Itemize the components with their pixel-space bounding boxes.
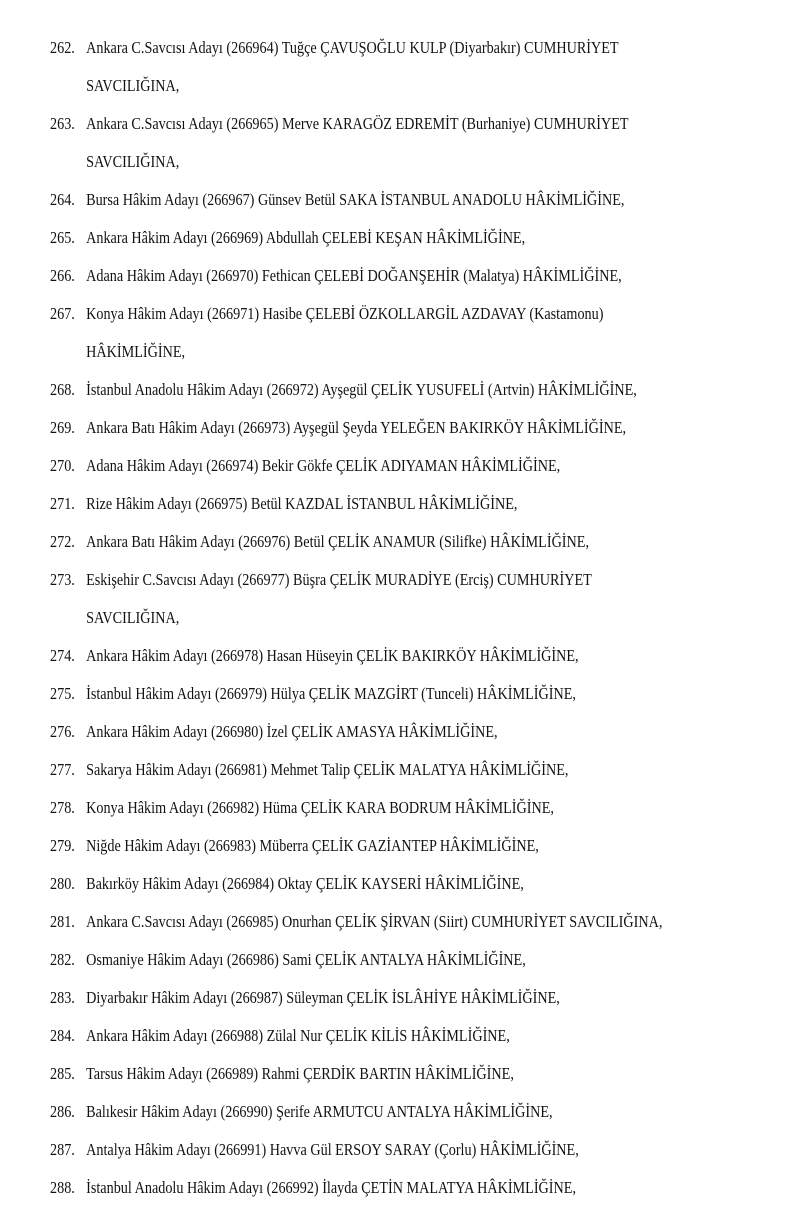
item-number: 263.: [50, 114, 75, 133]
item-text: Diyarbakır Hâkim Adayı (266987) Süleyman ÇELİK İSLÂHİYE HÂKİMLİĞİNE,: [86, 988, 560, 1007]
list-item: [50, 228, 795, 248]
item-number: 281.: [50, 912, 75, 931]
list-item: [50, 304, 795, 362]
item-text: Sakarya Hâkim Adayı (266981) Mehmet Talip ÇELİK MALATYA HÂKİMLİĞİNE,: [86, 760, 569, 779]
item-text: Osmaniye Hâkim Adayı (266986) Sami ÇELİK ANTALYA HÂKİMLİĞİNE,: [86, 950, 526, 969]
item-text: Balıkesir Hâkim Adayı (266990) Şerife ARMUTCU ANTALYA HÂKİMLİĞİNE,: [86, 1102, 553, 1121]
item-number: 265.: [50, 228, 75, 247]
item-text-line2: SAVCILIĞINA,: [86, 152, 180, 171]
item-text-line1: Eskişehir C.Savcısı Adayı (266977) Büşra ÇELİK MURADİYE (Erciş) CUMHURİYET: [86, 570, 592, 589]
item-text: Ankara Hâkim Adayı (266988) Zülal Nur ÇELİK KİLİS HÂKİMLİĞİNE,: [86, 1026, 510, 1045]
item-number: 269.: [50, 418, 75, 437]
list-item: [50, 114, 795, 172]
item-text: Bakırköy Hâkim Adayı (266984) Oktay ÇELİK KAYSERİ HÂKİMLİĞİNE,: [86, 874, 524, 893]
appointment-list: [50, 38, 795, 1216]
item-text: Rize Hâkim Adayı (266975) Betül KAZDAL İSTANBUL HÂKİMLİĞİNE,: [86, 494, 518, 513]
list-item: [50, 722, 795, 742]
list-item: [50, 1102, 795, 1122]
list-item: [50, 684, 795, 704]
item-text: Ankara C.Savcısı Adayı (266985) Onurhan ÇELİK ŞİRVAN (Siirt) CUMHURİYET SAVCILIĞINA,: [86, 912, 663, 931]
item-text: [86, 114, 795, 172]
list-item: [50, 646, 795, 666]
item-text-line2: SAVCILIĞINA,: [86, 76, 180, 95]
item-text: İstanbul Anadolu Hâkim Adayı (266972) Ayşegül ÇELİK YUSUFELİ (Artvin) HÂKİMLİĞİNE,: [86, 380, 637, 399]
list-item: [50, 418, 795, 438]
list-item: [50, 912, 795, 932]
list-item: [50, 380, 795, 400]
list-item: [50, 988, 795, 1008]
item-number: 273.: [50, 570, 75, 589]
list-item: [50, 456, 795, 476]
list-item: [50, 1178, 795, 1198]
list-item: [50, 266, 795, 286]
item-text: Ankara Hâkim Adayı (266978) Hasan Hüseyin ÇELİK BAKIRKÖY HÂKİMLİĞİNE,: [86, 646, 579, 665]
item-number: 264.: [50, 190, 75, 209]
list-item: [50, 570, 795, 628]
list-item: [50, 1064, 795, 1084]
item-text: Bursa Hâkim Adayı (266967) Günsev Betül SAKA İSTANBUL ANADOLU HÂKİMLİĞİNE,: [86, 190, 625, 209]
item-number: 262.: [50, 38, 75, 57]
item-number: 266.: [50, 266, 75, 285]
item-number: 277.: [50, 760, 75, 779]
item-text: Ankara Hâkim Adayı (266980) İzel ÇELİK AMASYA HÂKİMLİĞİNE,: [86, 722, 498, 741]
item-number: 283.: [50, 988, 75, 1007]
list-item: [50, 760, 795, 780]
item-text-line1: Ankara C.Savcısı Adayı (266964) Tuğçe ÇAVUŞOĞLU KULP (Diyarbakır) CUMHURİYET: [86, 38, 619, 57]
item-number: 276.: [50, 722, 75, 741]
item-text: Konya Hâkim Adayı (266982) Hüma ÇELİK KARA BODRUM HÂKİMLİĞİNE,: [86, 798, 554, 817]
item-text-line2: HÂKİMLİĞİNE,: [86, 342, 186, 361]
item-text: İstanbul Hâkim Adayı (266979) Hülya ÇELİK MAZGİRT (Tunceli) HÂKİMLİĞİNE,: [86, 684, 576, 703]
item-number: 275.: [50, 684, 75, 703]
item-text: [86, 304, 795, 362]
item-number: 284.: [50, 1026, 75, 1045]
item-number: 271.: [50, 494, 75, 513]
item-number: 279.: [50, 836, 75, 855]
item-text: Adana Hâkim Adayı (266970) Fethican ÇELEBİ DOĞANŞEHİR (Malatya) HÂKİMLİĞİNE,: [86, 266, 622, 285]
item-text: Ankara Hâkim Adayı (266969) Abdullah ÇELEBİ KEŞAN HÂKİMLİĞİNE,: [86, 228, 526, 247]
item-text: Adana Hâkim Adayı (266974) Bekir Gökfe ÇELİK ADIYAMAN HÂKİMLİĞİNE,: [86, 456, 561, 475]
item-number: 270.: [50, 456, 75, 475]
list-item: [50, 1026, 795, 1046]
list-item: [50, 494, 795, 514]
list-item: [50, 950, 795, 970]
item-text: Tarsus Hâkim Adayı (266989) Rahmi ÇERDİK BARTIN HÂKİMLİĞİNE,: [86, 1064, 514, 1083]
item-text-line2: SAVCILIĞINA,: [86, 608, 180, 627]
item-number: 282.: [50, 950, 75, 969]
item-text: İstanbul Anadolu Hâkim Adayı (266992) İlayda ÇETİN MALATYA HÂKİMLİĞİNE,: [86, 1178, 576, 1197]
list-item: [50, 532, 795, 552]
item-text: Antalya Hâkim Adayı (266991) Havva Gül ERSOY SARAY (Çorlu) HÂKİMLİĞİNE,: [86, 1140, 579, 1159]
list-item: [50, 836, 795, 856]
list-item: [50, 190, 795, 210]
item-text-line1: Konya Hâkim Adayı (266971) Hasibe ÇELEBİ ÖZKOLLARGİL AZDAVAY (Kastamonu): [86, 304, 604, 323]
item-text: [86, 38, 795, 96]
item-text-line1: Ankara C.Savcısı Adayı (266965) Merve KARAGÖZ EDREMİT (Burhaniye) CUMHURİYET: [86, 114, 629, 133]
list-item: [50, 874, 795, 894]
item-number: 272.: [50, 532, 75, 551]
list-item: [50, 798, 795, 818]
item-text: [86, 570, 795, 628]
item-number: 268.: [50, 380, 75, 399]
item-number: 285.: [50, 1064, 75, 1083]
item-text: Niğde Hâkim Adayı (266983) Müberra ÇELİK GAZİANTEP HÂKİMLİĞİNE,: [86, 836, 539, 855]
item-number: 288.: [50, 1178, 75, 1197]
item-text: Ankara Batı Hâkim Adayı (266976) Betül ÇELİK ANAMUR (Silifke) HÂKİMLİĞİNE,: [86, 532, 590, 551]
item-number: 287.: [50, 1140, 75, 1159]
list-item: [50, 1140, 795, 1160]
item-text: Ankara Batı Hâkim Adayı (266973) Ayşegül Şeyda YELEĞEN BAKIRKÖY HÂKİMLİĞİNE,: [86, 418, 627, 437]
item-number: 274.: [50, 646, 75, 665]
item-number: 286.: [50, 1102, 75, 1121]
item-number: 267.: [50, 304, 75, 323]
item-number: 278.: [50, 798, 75, 817]
item-number: 280.: [50, 874, 75, 893]
list-item: [50, 38, 795, 96]
